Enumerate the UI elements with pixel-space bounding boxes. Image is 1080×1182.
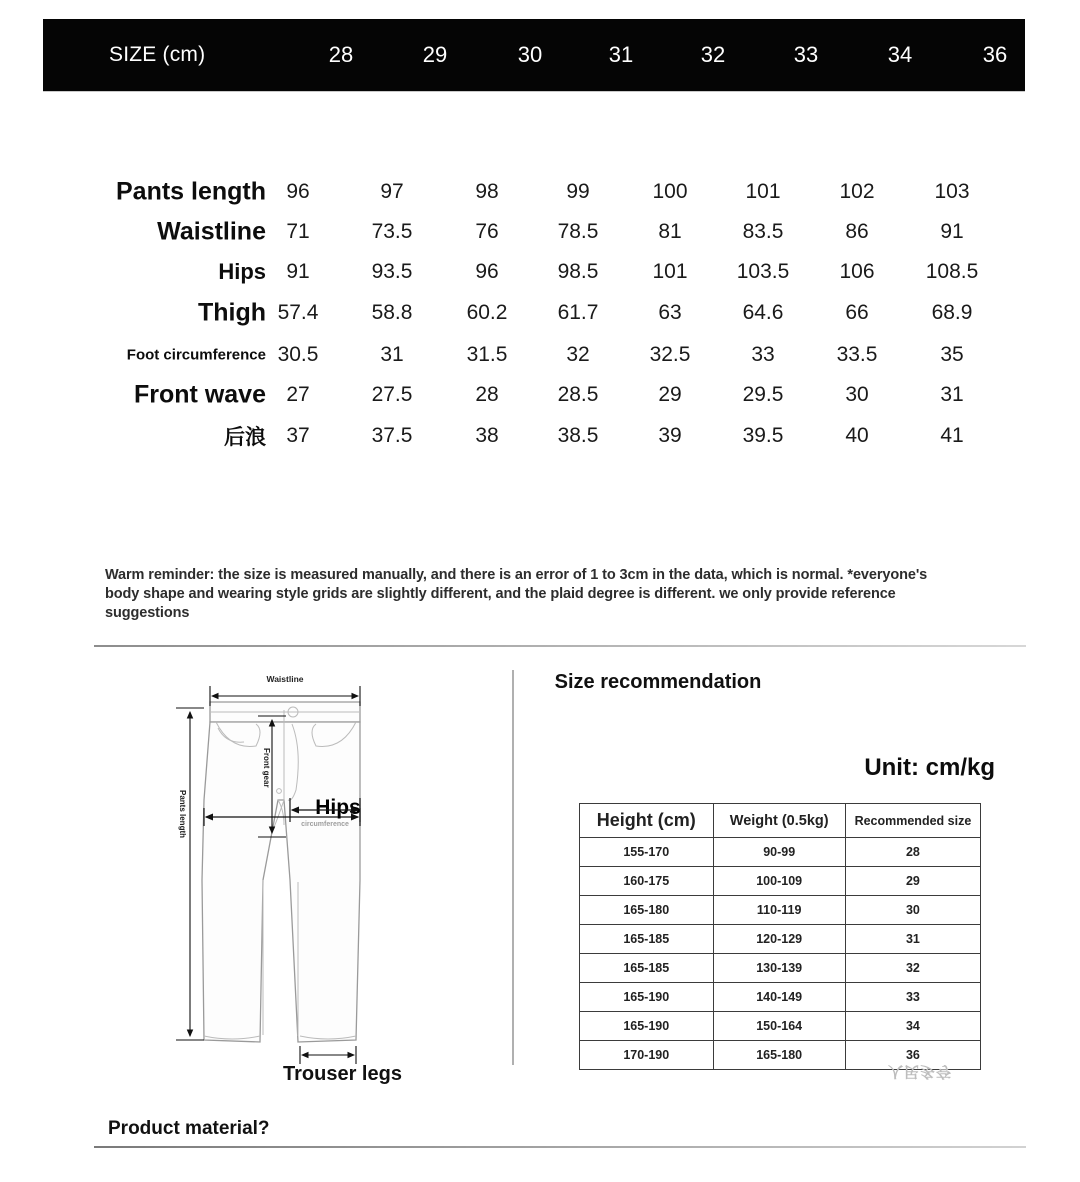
reco-table-cell: 165-190 [580, 1012, 714, 1041]
divider-horizontal-top [94, 645, 1026, 647]
measurement-cell: 40 [845, 424, 869, 447]
measurement-table [0, 172, 1080, 462]
measurement-row [0, 416, 1080, 456]
measurement-row-label: Thigh [197, 298, 266, 327]
measurement-cell: 98.5 [557, 260, 599, 283]
reco-col-height: Height (cm) [580, 804, 714, 838]
measurement-cell: 35 [940, 343, 964, 366]
measurement-cell: 33.5 [836, 343, 878, 366]
measurement-cell: 29.5 [742, 383, 784, 406]
measurement-row [0, 293, 1080, 333]
measurement-cell: 58.8 [371, 301, 413, 324]
measurement-cell: 29 [658, 383, 682, 406]
diagram-label-hips: Hips [315, 796, 361, 819]
measurement-cell: 91 [286, 260, 310, 283]
measurement-cell: 103.5 [736, 260, 790, 283]
measurement-cell: 76 [475, 220, 499, 243]
reco-table-cell: 36 [845, 1041, 980, 1070]
measurement-cell: 28.5 [557, 383, 599, 406]
measurement-cell: 61.7 [557, 301, 599, 324]
reco-table-cell: 155-170 [580, 838, 714, 867]
measurement-cell: 33 [751, 343, 775, 366]
measurement-cell: 31 [380, 343, 404, 366]
measurement-cell: 30.5 [277, 343, 319, 366]
size-header-title: SIZE (cm) [109, 43, 206, 66]
measurement-cell: 99 [566, 180, 590, 203]
reco-table-row [580, 896, 981, 925]
reco-table-cell: 110-119 [713, 896, 845, 925]
measurement-cell: 37.5 [371, 424, 413, 447]
size-header-row [43, 19, 1025, 91]
measurement-cell: 37 [286, 424, 310, 447]
reco-col-recommended-size: Recommended size [845, 804, 980, 838]
warm-reminder-text: Warm reminder: the size is measured manually, and there is an error of 1 to 3cm in the data, which is normal. *everyone's body shape and wearing style grids are slightly different, and the plaid degree is different. we only provide reference suggestions [105, 567, 928, 622]
measurement-cell: 97 [380, 180, 404, 203]
diagram-caption-trouser-legs: Trouser legs [283, 1063, 402, 1085]
measurement-cell: 39 [658, 424, 682, 447]
measurement-cell: 96 [286, 180, 310, 203]
measurement-cell: 41 [940, 424, 964, 447]
divider-horizontal-bottom [94, 1146, 1026, 1148]
measurement-cell: 98 [475, 180, 499, 203]
measurement-cell: 81 [658, 220, 682, 243]
reco-col-weight: Weight (0.5kg) [713, 804, 845, 838]
reco-table-cell: 130-139 [713, 954, 845, 983]
reco-table-row [580, 838, 981, 867]
measurement-cell: 100 [652, 180, 688, 203]
reco-table-row [580, 867, 981, 896]
measurement-cell: 64.6 [742, 301, 784, 324]
reco-table-cell: 31 [845, 925, 980, 954]
size-header-col-30: 30 [517, 42, 543, 67]
measurement-row-label: Waistline [157, 217, 266, 246]
reco-table-cell: 170-190 [580, 1041, 714, 1070]
measurement-cell: 91 [940, 220, 964, 243]
measurement-cell: 101 [745, 180, 781, 203]
pants-measurement-diagram [160, 650, 510, 1090]
product-material-title: Product material? [108, 1118, 270, 1139]
reco-table-cell: 120-129 [713, 925, 845, 954]
reco-header-row [580, 804, 981, 838]
measurement-cell: 31.5 [466, 343, 508, 366]
measurement-row-label: Hips [218, 259, 266, 284]
measurement-cell: 93.5 [371, 260, 413, 283]
measurement-cell: 31 [940, 383, 964, 406]
measurement-row-label: Front wave [134, 380, 266, 409]
measurement-cell: 32 [566, 343, 590, 366]
diagram-label-front-gear: Front gear [262, 748, 271, 788]
measurement-cell: 60.2 [466, 301, 508, 324]
measurement-cell: 86 [845, 220, 869, 243]
measurement-cell: 108.5 [925, 260, 979, 283]
measurement-cell: 66 [845, 301, 869, 324]
measurement-cell: 71 [286, 220, 310, 243]
reco-table-cell: 33 [845, 983, 980, 1012]
measurement-row-label: Foot circumference [126, 346, 266, 364]
reco-table-cell: 32 [845, 954, 980, 983]
size-header-col-33: 33 [793, 42, 819, 67]
measurement-cell: 38.5 [557, 424, 599, 447]
measurement-row-label: Pants length [115, 177, 266, 206]
size-header-col-29: 29 [422, 42, 448, 67]
measurement-cell: 96 [475, 260, 499, 283]
measurement-cell: 78.5 [557, 220, 599, 243]
measurement-cell: 27 [286, 383, 310, 406]
reco-table-cell: 90-99 [713, 838, 845, 867]
reco-table-body [580, 838, 981, 1070]
size-recommendation-table [579, 803, 981, 1070]
measurement-cell: 39.5 [742, 424, 784, 447]
measurement-row [0, 375, 1080, 415]
reco-table-cell: 150-164 [713, 1012, 845, 1041]
measurement-cell: 30 [845, 383, 869, 406]
measurement-cell: 101 [652, 260, 688, 283]
size-header-col-36: 36 [982, 42, 1008, 67]
measurement-cell: 63 [658, 301, 682, 324]
measurement-row [0, 172, 1080, 212]
unit-label: Unit: cm/kg [864, 754, 995, 781]
reco-table-cell: 34 [845, 1012, 980, 1041]
measurement-cell: 38 [475, 424, 499, 447]
reco-table-cell: 100-109 [713, 867, 845, 896]
watermark: 人民多夸 [888, 1063, 953, 1080]
reco-table-cell: 160-175 [580, 867, 714, 896]
diagram-label-circumference: circumference [301, 821, 349, 828]
reco-table-cell: 165-180 [713, 1041, 845, 1070]
reco-table-cell: 30 [845, 896, 980, 925]
measurement-cell: 68.9 [931, 301, 973, 324]
reco-table-cell: 165-185 [580, 954, 714, 983]
measurement-row [0, 252, 1080, 292]
size-header-col-34: 34 [887, 42, 913, 67]
reco-table-cell: 140-149 [713, 983, 845, 1012]
reco-table-cell: 165-185 [580, 925, 714, 954]
reco-table-row [580, 925, 981, 954]
size-header-col-31: 31 [608, 42, 634, 67]
reco-table-cell: 29 [845, 867, 980, 896]
measurement-cell: 57.4 [277, 301, 319, 324]
size-recommendation-title: Size recommendation [554, 671, 762, 693]
reco-table-cell: 28 [845, 838, 980, 867]
measurement-cell: 32.5 [649, 343, 691, 366]
measurement-cell: 102 [839, 180, 875, 203]
size-header-bar [43, 19, 1025, 91]
reco-table-cell: 165-190 [580, 983, 714, 1012]
divider-vertical [512, 670, 514, 1065]
measurement-cell: 73.5 [371, 220, 413, 243]
measurement-row [0, 335, 1080, 375]
measurement-cell: 83.5 [742, 220, 784, 243]
reco-table-row [580, 954, 981, 983]
measurement-row-label: 后浪 [224, 426, 266, 449]
diagram-label-waistline: Waistline [266, 674, 304, 684]
measurement-cell: 103 [934, 180, 970, 203]
diagram-label-pants-length: Pants length [178, 790, 187, 839]
reco-table-row [580, 1012, 981, 1041]
measurement-row [0, 212, 1080, 252]
measurement-cell: 28 [475, 383, 499, 406]
reco-table-cell: 165-180 [580, 896, 714, 925]
measurement-cell: 27.5 [371, 383, 413, 406]
size-header-col-32: 32 [700, 42, 726, 67]
measurement-cell: 106 [839, 260, 875, 283]
size-header-col-28: 28 [328, 42, 354, 67]
reco-table-row [580, 983, 981, 1012]
